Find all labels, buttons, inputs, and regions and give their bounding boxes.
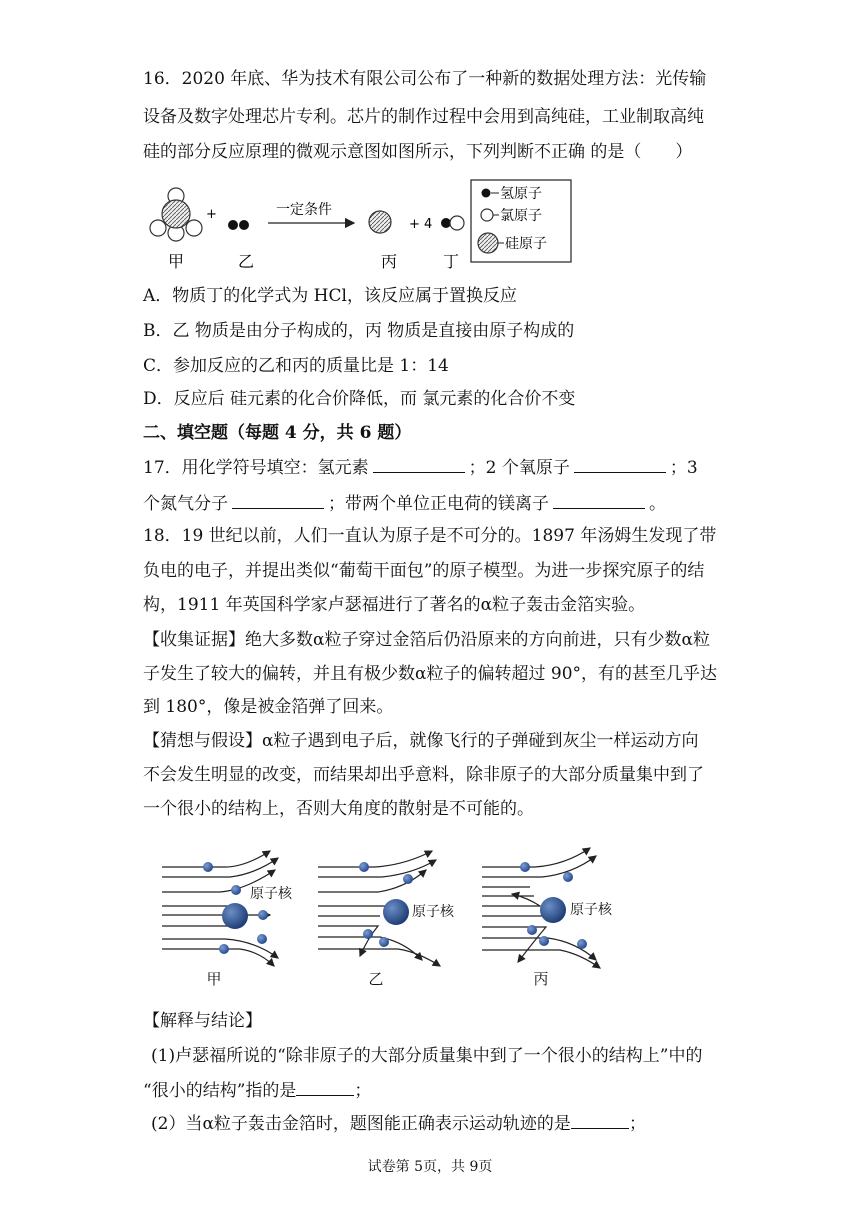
label-yi: 乙: [237, 252, 255, 271]
q18-sub2-text: (2）当α粒子轰击金箔时，题图能正确表示运动轨迹的是: [151, 1114, 571, 1134]
alpha-particle: [258, 910, 268, 920]
q17-text-5: ；带两个单位正电荷的镁离子: [328, 494, 549, 514]
chlorine-atom-icon: [481, 209, 493, 221]
section-title: 二、填空题（每题 4 分，共 6 题）: [143, 423, 412, 443]
answer-blank-4[interactable]: [553, 492, 645, 509]
reaction-diagram: [140, 176, 580, 272]
legend: [471, 180, 571, 262]
q17-text-6: 。: [649, 494, 666, 514]
q16-line-3: 硅的部分反应原理的微观示意图如图所示，下列判断不正确 的是（ ）: [143, 142, 693, 162]
q18-hypothesis-1: 【猜想与假设】α粒子遇到电子后，就像飞行的子弹碰到灰尘一样运动方向: [143, 731, 699, 751]
q18-sub2-end: ；: [628, 1114, 646, 1134]
alpha-particle: [257, 934, 267, 944]
reaction-condition: 一定条件: [276, 202, 332, 218]
q18-evidence-3: 到 180°，像是被金箔弹了回来。: [143, 697, 394, 717]
molecule-bing: [369, 211, 391, 233]
label-ding: 丁: [442, 252, 460, 271]
answer-blank-2[interactable]: [574, 456, 666, 473]
q18-hypothesis-3: 一个很小的结构上，否则大角度的散射是不可能的。: [143, 799, 534, 819]
q18-line-2: 负电的电子，并提出类似“葡萄干面包”的原子模型。为进一步探究原子的结: [143, 561, 705, 581]
coefficient: + 4: [409, 217, 433, 232]
alpha-particle: [379, 937, 389, 947]
q17-text-4: 个氮气分子: [143, 494, 228, 514]
molecule-jia: [150, 188, 202, 241]
nucleus: [222, 903, 248, 929]
q16-option-b: B．乙 物质是由分子构成的，丙 物质是直接由原子构成的: [143, 321, 575, 341]
hydrogen-atom-icon: [482, 189, 491, 198]
nucleus-label: 原子核: [412, 904, 454, 920]
page-footer: 试卷第 5页，共 9页: [367, 1159, 493, 1175]
nucleus: [383, 899, 409, 925]
answer-blank-5[interactable]: [296, 1079, 354, 1096]
q16-line-2: 设备及数字处理芯片专利。芯片的制作过程中会用到高纯硅，工业制取高纯: [143, 107, 704, 127]
q18-line-1: 18．19 世纪以前，人们一直认为原子是不可分的。1897 年汤姆生发现了带: [143, 526, 717, 546]
q16-option-a: A．物质丁的化学式为 HCl，该反应属于置换反应: [143, 286, 517, 306]
q17-line-1: [143, 456, 698, 479]
alpha-particle: [527, 925, 537, 935]
q17-text-3: ；3: [669, 458, 698, 478]
answer-blank-6[interactable]: [571, 1112, 629, 1129]
label-jia: 甲: [167, 252, 185, 271]
q16-option-d: D．反应后 硅元素的化合价降低，而 氯元素的化合价不变: [143, 389, 576, 409]
q18-evidence-2: 子发生了较大的偏转，并且有极少数α粒子的偏转超过 90°，有的甚至几乎达: [143, 664, 718, 684]
figure-label-jia: 甲: [206, 970, 222, 988]
q17-text-2: ；2 个氧原子: [468, 458, 570, 478]
alpha-particle: [539, 936, 549, 946]
conclusion-title: 【解释与结论】: [143, 1011, 262, 1031]
q18-sub1-text: “很小的结构”指的是: [143, 1081, 297, 1101]
q18-sub1-end: ；: [354, 1081, 372, 1101]
figure-label-yi: 乙: [368, 970, 384, 988]
alpha-particle: [403, 874, 413, 884]
figure-label-bing: 丙: [533, 970, 549, 988]
q18-sub1-line-2: [143, 1079, 371, 1102]
nucleus-label: 原子核: [570, 902, 612, 918]
silicon-atom-icon: [478, 233, 498, 253]
molecule-yi: [228, 220, 249, 230]
q17-text-1: 17．用化学符号填空：氢元素: [143, 458, 369, 478]
nucleus: [540, 897, 566, 923]
alpha-particle: [563, 872, 573, 882]
answer-blank-1[interactable]: [373, 456, 465, 473]
alpha-particle: [363, 929, 373, 939]
answer-blank-3[interactable]: [232, 492, 324, 509]
label-bing: 丙: [380, 252, 398, 271]
q18-hypothesis-2: 不会发生明显的改变，而结果却出乎意料，除非原子的大部分质量集中到了: [143, 765, 704, 785]
alpha-particle: [231, 885, 241, 895]
q18-line-3: 构，1911 年英国科学家卢瑟福进行了著名的α粒子轰击金箔实验。: [143, 595, 646, 615]
alpha-particle: [520, 862, 530, 872]
alpha-particle: [219, 944, 229, 954]
scattering-figure: [150, 838, 660, 998]
plus-sign: +: [206, 207, 217, 222]
nucleus-label: 原子核: [250, 886, 292, 902]
q18-evidence-1: 【收集证据】绝大多数α粒子穿过金箔后仍沿原来的方向前进，只有少数α粒: [143, 630, 710, 650]
legend-chlorine: 氯原子: [500, 208, 542, 224]
q17-line-2: [143, 492, 666, 515]
legend-hydrogen: 氢原子: [500, 186, 542, 202]
molecule-ding: [441, 216, 464, 230]
alpha-particle: [203, 862, 213, 872]
alpha-particle: [577, 939, 587, 949]
legend-silicon: 硅原子: [505, 236, 547, 252]
q18-sub1-line-1: (1)卢瑟福所说的“除非原子的大部分质量集中到了一个很小的结构上”中的: [151, 1046, 703, 1066]
alpha-particle: [359, 862, 369, 872]
q16-line-1: 16．2020 年底、华为技术有限公司公布了一种新的数据处理方法：光传输: [143, 69, 707, 89]
q16-option-c: C．参加反应的乙和丙的质量比是 1：14: [143, 356, 449, 376]
q18-sub2-line: [151, 1112, 646, 1135]
